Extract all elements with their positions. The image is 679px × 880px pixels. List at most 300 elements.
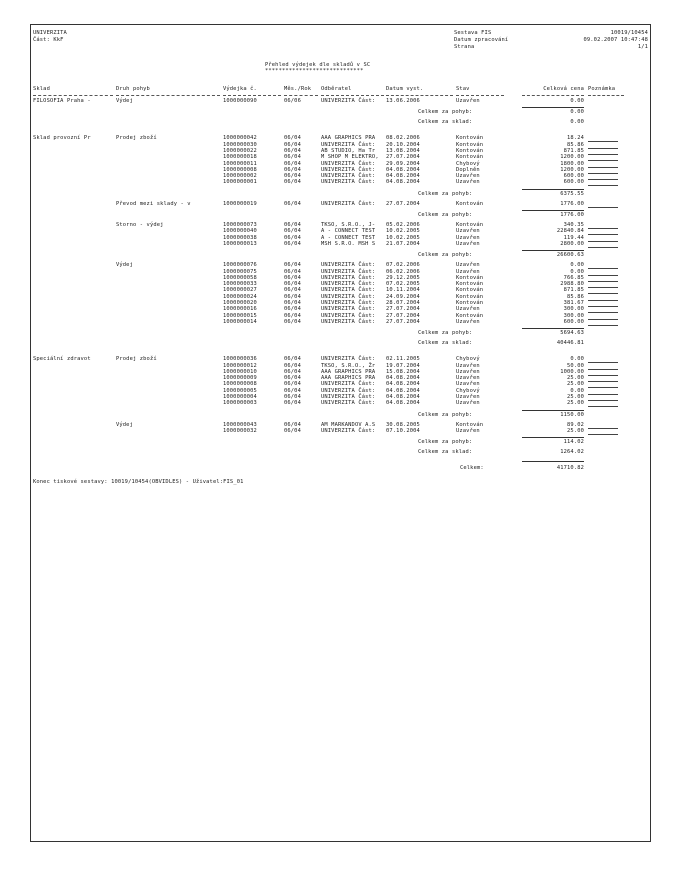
doc-number: 1000000042 [223, 135, 257, 142]
doc-period: 06/04 [284, 387, 301, 394]
doc-number: 1000000090 [223, 98, 257, 104]
doc-issue-date: 29.12.2005 [386, 274, 420, 281]
doc-number: 1000000009 [223, 375, 257, 382]
doc-issue-date: 08.02.2006 [386, 135, 420, 142]
doc-status: Uzavřen [456, 306, 480, 313]
doc-issue-date: 04.08.2004 [386, 179, 420, 186]
doc-period: 06/04 [284, 240, 301, 247]
doc-number: 1000000020 [223, 300, 257, 306]
note-blank [588, 400, 618, 401]
doc-customer: UNIVERZITA Část: [321, 274, 376, 281]
doc-status: Kontován [456, 287, 484, 294]
doc-number: 1000000043 [223, 421, 257, 428]
doc-status: Uzavřen [456, 234, 480, 241]
note-blank [588, 428, 618, 429]
col-warehouse: Sklad [33, 86, 50, 92]
doc-status: Uzavřen [456, 381, 480, 388]
doc-period: 06/04 [284, 421, 301, 428]
doc-issue-date: 06.02.2006 [386, 268, 420, 275]
doc-total-price: 1200.00 [560, 166, 584, 173]
col-total-price: Celková cena [543, 86, 584, 92]
doc-issue-date: 28.07.2004 [386, 300, 420, 306]
page-label: Strana [454, 44, 475, 50]
note-blank [588, 154, 618, 155]
doc-total-price: 25.00 [567, 427, 584, 434]
doc-customer: TKSO, S.R.O., J- [321, 222, 376, 228]
subtotal-rule [522, 437, 584, 438]
doc-number: 1000000003 [223, 400, 257, 407]
doc-status: Chybový [456, 387, 480, 394]
doc-number: 1000000024 [223, 293, 257, 300]
doc-issue-date: 10.02.2005 [386, 228, 420, 235]
doc-customer: AM MARKANDOV A.S [321, 421, 376, 428]
doc-customer: UNIVERZITA Část: [321, 293, 376, 300]
note-blank [588, 141, 618, 142]
note-blank [588, 241, 618, 242]
doc-number: 1000000022 [223, 147, 257, 154]
doc-customer: A - CONNECT TEST [321, 228, 376, 235]
note-blank [588, 281, 618, 282]
doc-number: 1000000033 [223, 281, 257, 288]
note-blank [588, 185, 618, 186]
doc-status: Kontován [456, 293, 484, 300]
doc-period: 06/04 [284, 400, 301, 407]
report-title: Přehled výdejek dle skladů v SC [265, 62, 371, 68]
doc-total-price: 85.86 [567, 293, 584, 300]
doc-status: Uzavřen [456, 375, 480, 382]
warehouse-total: 0.00 [570, 119, 584, 126]
doc-customer: MSH S.R.O. MSH S [321, 240, 376, 247]
doc-total-price: 1776.00 [560, 200, 584, 207]
report-label: Sestava FIS [454, 30, 492, 36]
note-blank [588, 275, 618, 276]
doc-number: 1000000038 [223, 234, 257, 241]
doc-total-price: 0.00 [570, 356, 584, 363]
doc-number: 1000000016 [223, 306, 257, 313]
note-blank [588, 434, 618, 435]
doc-period: 06/04 [284, 179, 301, 186]
doc-status: Kontován [456, 222, 484, 228]
doc-total-price: 600.00 [563, 179, 584, 186]
doc-status: Chybový [456, 356, 480, 363]
note-blank [588, 173, 618, 174]
doc-customer: A - CONNECT TEST [321, 234, 376, 241]
doc-period: 06/04 [284, 287, 301, 294]
doc-issue-date: 04.08.2004 [386, 387, 420, 394]
doc-period: 06/04 [284, 135, 301, 142]
doc-status: Uzavřen [456, 400, 480, 407]
doc-status: Kontován [456, 135, 484, 142]
doc-total-price: 25.00 [567, 381, 584, 388]
doc-issue-date: 04.08.2004 [386, 173, 420, 180]
doc-issue-date: 02.11.2005 [386, 356, 420, 363]
warehouse-name: Speciální zdravot [33, 356, 91, 363]
doc-period: 06/06 [284, 98, 301, 104]
note-blank [588, 268, 618, 269]
doc-status: Uzavřen [456, 228, 480, 235]
doc-customer: TKSO, S.R.O., Žr [321, 362, 376, 369]
movement-type: Výdej [116, 262, 133, 269]
doc-total-price: 1800.00 [560, 160, 584, 167]
doc-status: Kontován [456, 300, 484, 306]
col-issue-date: Datum vyst. [386, 86, 424, 92]
doc-status: Uzavřen [456, 362, 480, 369]
doc-issue-date: 27.07.2004 [386, 306, 420, 313]
doc-issue-date: 04.08.2004 [386, 400, 420, 407]
doc-status: Uzavřen [456, 394, 480, 400]
doc-status: Uzavřen [456, 318, 480, 325]
doc-status: Uzavřen [456, 427, 480, 434]
doc-customer: UNIVERZITA Část: [321, 179, 376, 186]
movement-total-label: Celkem za pohyb: [418, 190, 473, 197]
note-blank [588, 247, 618, 248]
doc-status: Uzavřen [456, 173, 480, 180]
note-blank [588, 387, 618, 388]
doc-issue-date: 05.02.2006 [386, 222, 420, 228]
grand-total-rule [522, 461, 584, 462]
doc-customer: UNIVERZITA Část: [321, 281, 376, 288]
doc-issue-date: 27.07.2004 [386, 154, 420, 161]
org-unit: Část: KkF [33, 37, 64, 43]
doc-total-price: 25.00 [567, 375, 584, 382]
doc-customer: UNIVERZITA Část: [321, 387, 376, 394]
doc-status: Doplněn [456, 166, 480, 173]
header-underline [456, 95, 504, 96]
doc-total-price: 600.00 [563, 173, 584, 180]
doc-customer: UNIVERZITA Část: [321, 318, 376, 325]
doc-status: Kontován [456, 312, 484, 319]
movement-total: 0.00 [570, 109, 584, 116]
doc-period: 06/04 [284, 362, 301, 369]
header-underline [33, 95, 113, 96]
doc-customer: UNIVERZITA Část: [321, 427, 376, 434]
note-blank [588, 148, 618, 149]
warehouse-total: 1264.02 [560, 449, 584, 456]
doc-number: 1000000019 [223, 200, 257, 207]
col-doc-no: Výdejka č. [223, 86, 257, 92]
doc-total-price: 340.35 [563, 222, 584, 228]
doc-total-price: 1000.00 [560, 368, 584, 375]
note-blank [588, 167, 618, 168]
note-blank [588, 300, 618, 301]
note-blank [588, 375, 618, 376]
doc-customer: UNIVERZITA Část: [321, 262, 376, 269]
note-blank [588, 381, 618, 382]
doc-period: 06/04 [284, 228, 301, 235]
org-name: UNIVERZITA [33, 30, 67, 36]
note-blank [588, 406, 618, 407]
note-blank [588, 312, 618, 313]
doc-status: Kontován [456, 281, 484, 288]
doc-customer: UNIVERZITA Část: [321, 268, 376, 275]
header-underline [116, 95, 220, 96]
doc-period: 06/04 [284, 312, 301, 319]
doc-total-price: 0.00 [570, 387, 584, 394]
doc-total-price: 25.00 [567, 400, 584, 407]
doc-issue-date: 10.11.2004 [386, 287, 420, 294]
doc-total-price: 2800.00 [560, 240, 584, 247]
movement-total: 1150.00 [560, 411, 584, 418]
note-blank [588, 287, 618, 288]
doc-issue-date: 29.09.2004 [386, 160, 420, 167]
header-underline [386, 95, 453, 96]
movement-total-label: Celkem za pohyb: [418, 252, 473, 259]
doc-total-price: 766.85 [563, 274, 584, 281]
doc-status: Uzavřen [456, 98, 480, 104]
doc-total-price: 119.44 [563, 234, 584, 241]
note-blank [588, 369, 618, 370]
doc-period: 06/04 [284, 268, 301, 275]
doc-period: 06/04 [284, 394, 301, 400]
doc-customer: UNIVERZITA Část: [321, 300, 376, 306]
doc-issue-date: 19.07.2004 [386, 362, 420, 369]
doc-customer: AAA GRAPHICS PRA [321, 375, 376, 382]
warehouse-total-label: Celkem za sklad: [418, 449, 473, 456]
doc-total-price: 22840.84 [556, 228, 584, 235]
doc-issue-date: 04.08.2004 [386, 375, 420, 382]
note-blank [588, 325, 618, 326]
doc-number: 1000000036 [223, 356, 257, 363]
doc-number: 1000000027 [223, 287, 257, 294]
warehouse-name: FILOSOFIA Praha - [33, 98, 91, 104]
col-period: Měs./Rok [284, 86, 312, 92]
movement-total-label: Celkem za pohyb: [418, 439, 473, 446]
doc-total-price: 300.00 [563, 312, 584, 319]
doc-number: 1000000005 [223, 387, 257, 394]
doc-number: 1000000011 [223, 160, 257, 167]
note-blank [588, 234, 618, 235]
doc-issue-date: 10.02.2005 [386, 234, 420, 241]
doc-customer: UNIVERZITA Část: [321, 160, 376, 167]
doc-issue-date: 27.07.2004 [386, 312, 420, 319]
doc-customer: UNIVERZITA Část: [321, 98, 376, 104]
doc-number: 1000000030 [223, 141, 257, 148]
doc-total-price: 18.24 [567, 135, 584, 142]
note-blank [588, 319, 618, 320]
doc-status: Uzavřen [456, 179, 480, 186]
doc-number: 1000000012 [223, 362, 257, 369]
doc-issue-date: 30.08.2005 [386, 421, 420, 428]
movement-total-label: Celkem za pohyb: [418, 212, 473, 218]
doc-number: 1000000018 [223, 154, 257, 161]
doc-period: 06/04 [284, 300, 301, 306]
movement-total: 5694.63 [560, 330, 584, 337]
col-movement: Druh pohyb [116, 86, 150, 92]
doc-customer: UNIVERZITA Část: [321, 166, 376, 173]
doc-status: Kontován [456, 154, 484, 161]
doc-issue-date: 04.08.2004 [386, 381, 420, 388]
doc-issue-date: 24.09.2004 [386, 293, 420, 300]
note-blank [588, 362, 618, 363]
doc-period: 06/04 [284, 306, 301, 313]
col-status: Stav [456, 86, 470, 92]
doc-period: 06/04 [284, 318, 301, 325]
movement-type: Převod mezi sklady - v [116, 200, 191, 207]
col-customer: Odběratel [321, 86, 352, 92]
subtotal-rule [522, 189, 584, 190]
doc-period: 06/04 [284, 262, 301, 269]
doc-period: 06/04 [284, 427, 301, 434]
doc-issue-date: 04.08.2004 [386, 394, 420, 400]
page-number: 1/1 [637, 44, 648, 50]
doc-number: 1000000058 [223, 274, 257, 281]
doc-status: Kontován [456, 421, 484, 428]
header-underline [223, 95, 281, 96]
note-blank [588, 306, 618, 307]
doc-issue-date: 13.08.2004 [386, 147, 420, 154]
doc-customer: M SHOP M ELEKTRO, [321, 154, 379, 161]
doc-period: 06/04 [284, 222, 301, 228]
doc-period: 06/04 [284, 375, 301, 382]
doc-number: 1000000075 [223, 268, 257, 275]
movement-total: 1776.00 [560, 212, 584, 218]
doc-number: 1000000014 [223, 318, 257, 325]
note-blank [588, 179, 618, 180]
doc-period: 06/04 [284, 173, 301, 180]
doc-period: 06/04 [284, 356, 301, 363]
movement-type: Prodej zboží [116, 135, 157, 142]
header-underline [522, 95, 584, 96]
note-blank [588, 293, 618, 294]
doc-total-price: 871.85 [563, 147, 584, 154]
grand-total-value: 41710.82 [556, 465, 584, 472]
doc-number: 1000000073 [223, 222, 257, 228]
doc-customer: AAA GRAPHICS PRA [321, 368, 376, 375]
doc-total-price: 2988.80 [560, 281, 584, 288]
doc-period: 06/04 [284, 274, 301, 281]
header-underline [588, 95, 624, 96]
doc-period: 06/04 [284, 381, 301, 388]
note-blank [588, 228, 618, 229]
movement-total: 6375.55 [560, 190, 584, 197]
doc-number: 1000000008 [223, 166, 257, 173]
movement-total: 114.02 [563, 439, 584, 446]
doc-total-price: 871.85 [563, 287, 584, 294]
doc-customer: UNIVERZITA Část: [321, 306, 376, 313]
subtotal-rule [522, 328, 584, 329]
doc-period: 06/04 [284, 147, 301, 154]
movement-type: Prodej zboží [116, 356, 157, 363]
doc-period: 06/04 [284, 154, 301, 161]
doc-number: 1000000001 [223, 179, 257, 186]
subtotal-rule [522, 107, 584, 108]
doc-customer: UNIVERZITA Část: [321, 200, 376, 207]
doc-issue-date: 13.06.2006 [386, 98, 420, 104]
doc-issue-date: 21.07.2004 [386, 240, 420, 247]
doc-status: Uzavřen [456, 240, 480, 247]
doc-status: Kontován [456, 200, 484, 207]
warehouse-total-label: Celkem za sklad: [418, 119, 473, 126]
note-blank [588, 160, 618, 161]
doc-customer: UNIVERZITA Část: [321, 173, 376, 180]
doc-issue-date: 07.02.2005 [386, 281, 420, 288]
warehouse-total: 40446.81 [556, 340, 584, 347]
movement-type: Výdej [116, 98, 133, 104]
doc-period: 06/04 [284, 234, 301, 241]
doc-total-price: 1200.00 [560, 154, 584, 161]
doc-total-price: 89.02 [567, 421, 584, 428]
doc-total-price: 0.00 [570, 268, 584, 275]
doc-issue-date: 20.10.2004 [386, 141, 420, 148]
doc-period: 06/04 [284, 368, 301, 375]
doc-customer: UNIVERZITA Část: [321, 381, 376, 388]
doc-customer: UNIVERZITA Část: [321, 394, 376, 400]
header-underline [284, 95, 318, 96]
col-note: Poznámka [588, 86, 616, 92]
doc-issue-date: 07.10.2004 [386, 427, 420, 434]
doc-customer: UNIVERZITA Část: [321, 400, 376, 407]
doc-total-price: 85.86 [567, 141, 584, 148]
doc-total-price: 381.67 [563, 300, 584, 306]
subtotal-rule [522, 410, 584, 411]
doc-status: Uzavřen [456, 368, 480, 375]
date-label: Datum zpracování [454, 37, 509, 43]
doc-issue-date: 15.08.2004 [386, 368, 420, 375]
doc-status: Kontován [456, 274, 484, 281]
doc-period: 06/04 [284, 166, 301, 173]
doc-number: 1000000040 [223, 228, 257, 235]
doc-total-price: 300.00 [563, 306, 584, 313]
doc-status: Uzavřen [456, 268, 480, 275]
movement-type: Výdej [116, 421, 133, 428]
report-number: 10019/10454 [610, 30, 648, 36]
movement-type: Storno - výdej [116, 222, 164, 228]
doc-status: Kontován [456, 147, 484, 154]
doc-period: 06/04 [284, 160, 301, 167]
warehouse-name: Sklad provozní Pr [33, 135, 91, 142]
doc-status: Uzavřen [456, 262, 480, 269]
doc-total-price: 600.00 [563, 318, 584, 325]
doc-number: 1000000010 [223, 368, 257, 375]
doc-number: 1000000013 [223, 240, 257, 247]
doc-total-price: 50.00 [567, 362, 584, 369]
date-value: 09.02.2007 10:47:48 [583, 37, 648, 43]
doc-period: 06/04 [284, 293, 301, 300]
doc-number: 1000000008 [223, 381, 257, 388]
doc-number: 1000000004 [223, 394, 257, 400]
doc-issue-date: 07.02.2006 [386, 262, 420, 269]
doc-customer: UNIVERZITA Část: [321, 141, 376, 148]
grand-total-label: Celkem: [460, 465, 484, 472]
doc-status: Chybový [456, 160, 480, 167]
report-title-underline: ***************************** [265, 68, 364, 74]
doc-issue-date: 04.08.2004 [386, 166, 420, 173]
doc-total-price: 25.00 [567, 394, 584, 400]
doc-period: 06/04 [284, 141, 301, 148]
doc-total-price: 0.00 [570, 98, 584, 104]
movement-total-label: Celkem za pohyb: [418, 330, 473, 337]
subtotal-rule [522, 210, 584, 211]
header-underline [321, 95, 384, 96]
doc-number: 1000000002 [223, 173, 257, 180]
note-blank [588, 207, 618, 208]
warehouse-total-label: Celkem za sklad: [418, 340, 473, 347]
doc-issue-date: 27.07.2004 [386, 318, 420, 325]
doc-customer: UNIVERZITA Část: [321, 287, 376, 294]
report-footer: Konec tiskové sestavy: 10019/10454(OBVIDLES) - Uživatel:FIS_01 [33, 479, 244, 486]
doc-customer: AAA GRAPHICS PRA [321, 135, 376, 142]
doc-number: 1000000032 [223, 427, 257, 434]
doc-status: Kontován [456, 141, 484, 148]
doc-customer: AB STUDIO, Ha Tr [321, 147, 376, 154]
doc-issue-date: 27.07.2004 [386, 200, 420, 207]
movement-total-label: Celkem za pohyb: [418, 411, 473, 418]
movement-total: 26600.63 [556, 252, 584, 259]
doc-period: 06/04 [284, 200, 301, 207]
movement-total-label: Celkem za pohyb: [418, 109, 473, 116]
doc-total-price: 0.00 [570, 262, 584, 269]
doc-number: 1000000015 [223, 312, 257, 319]
